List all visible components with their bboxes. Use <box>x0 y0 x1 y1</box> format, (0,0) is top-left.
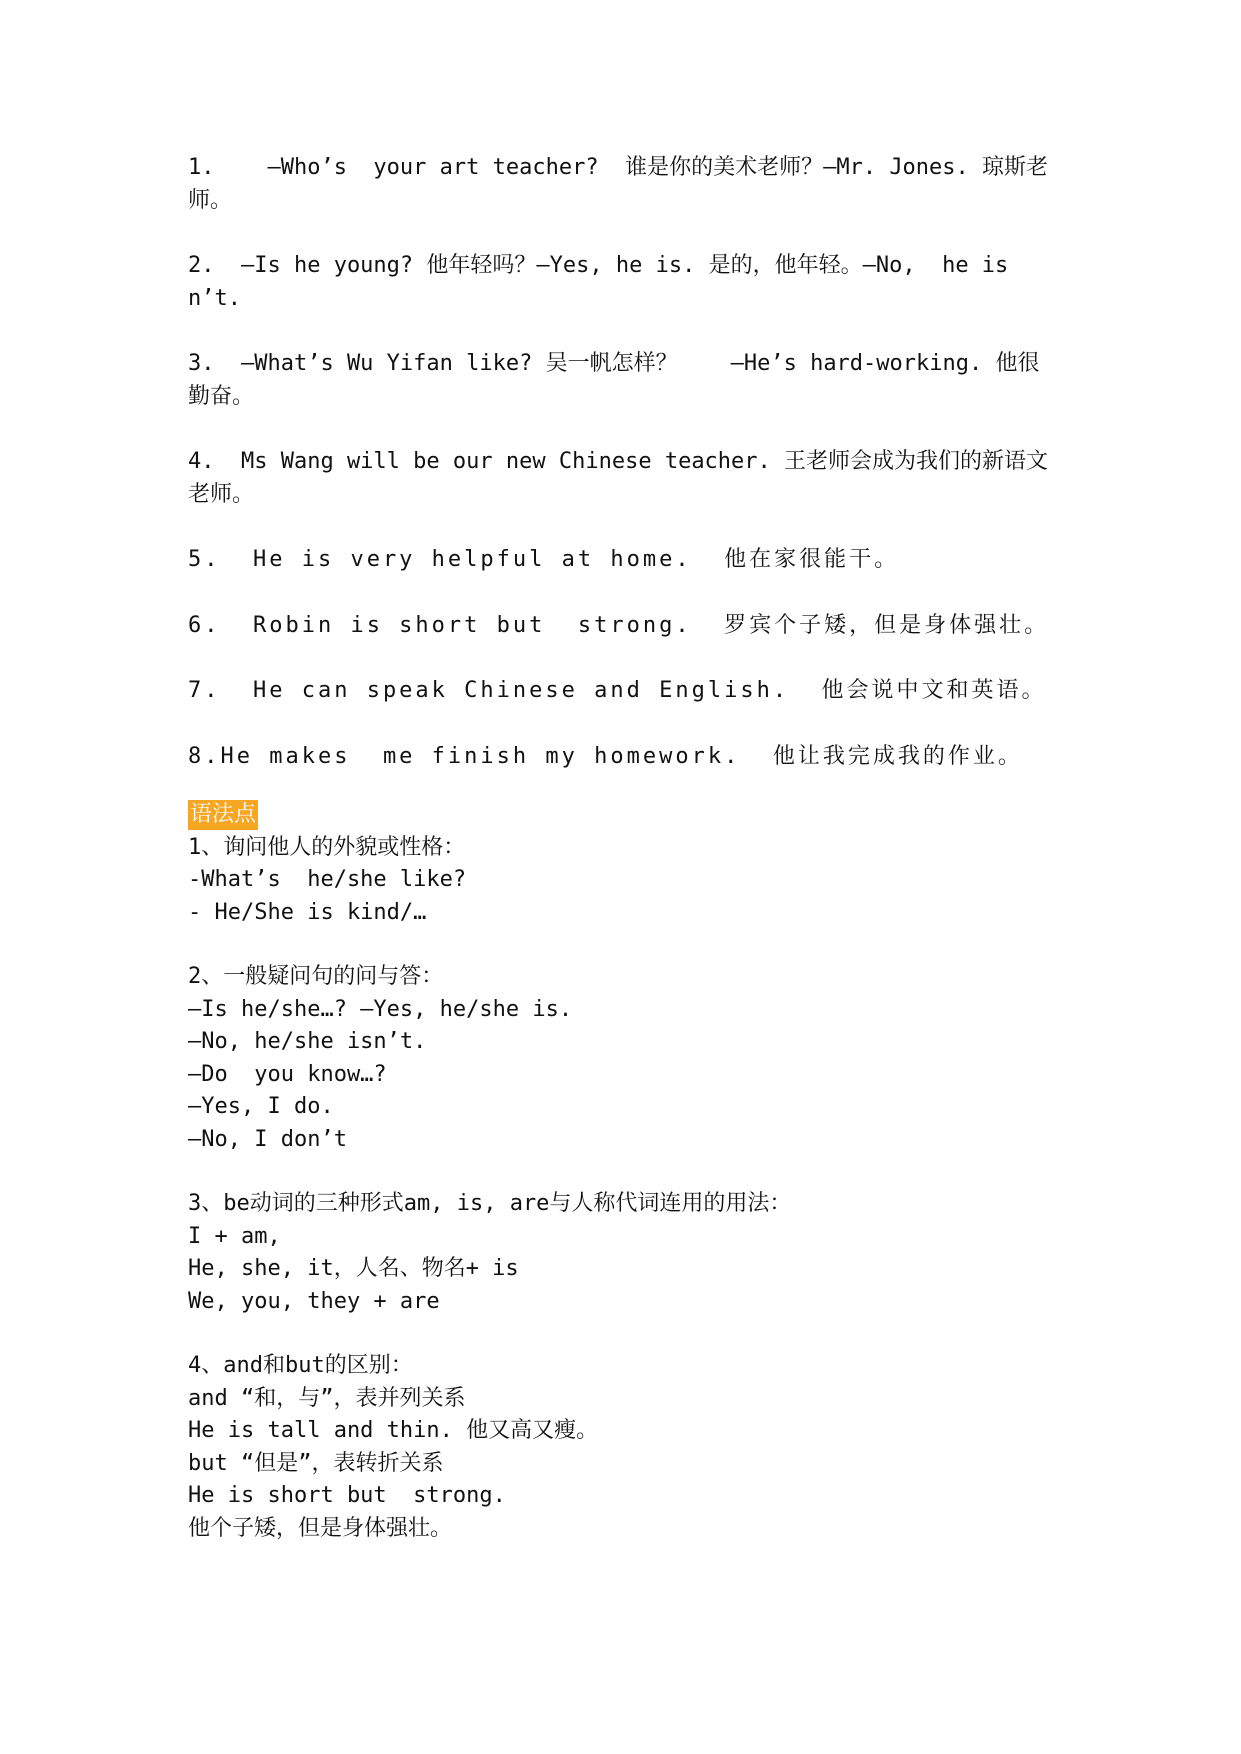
section-line: We, you, they + are <box>188 1288 440 1314</box>
section-title: 1、询问他人的外貌或性格： <box>188 834 466 860</box>
section-line: —No, I don’t <box>188 1126 347 1152</box>
grammar-section-1 <box>188 832 1058 930</box>
section-line: —Yes, I do. <box>188 1094 334 1119</box>
grammar-heading: 语法点 <box>188 800 258 830</box>
section-title: 2、一般疑问句的问与答： <box>188 964 444 989</box>
sentence-6: 6. Robin is short but strong. 罗宾个子矮，但是身体强壮。 <box>188 612 1050 638</box>
grammar-section-4 <box>188 1350 1058 1545</box>
section-line: -What’s he/she like? <box>188 867 467 892</box>
grammar-heading-row <box>188 799 1058 832</box>
section-line: He, she, it，人名、物名+ is <box>188 1256 519 1281</box>
sentence-3: 3. —What’s Wu Yifan like? 吴一帆怎样？ —He’s hard-working. 他很勤奋。 <box>188 351 1040 409</box>
section-line: —Is he/she…? —Yes, he/she is. <box>188 996 573 1022</box>
sentence-2: 2. —Is he young? 他年轻吗？—Yes, he is. 是的，他年轻。—No, he isn’t. <box>188 253 1009 311</box>
sentence-4: 4. Ms Wang will be our new Chinese teacher. 王老师会成为我们的新语文老师。 <box>188 449 1049 507</box>
document-content <box>188 152 1058 1545</box>
section-line: and “和，与”，表并列关系 <box>188 1385 466 1411</box>
section-line: He is tall and thin. 他又高又瘦。 <box>188 1418 599 1443</box>
sentence-1: 1. —Who’s your art teacher? 谁是你的美术老师？—Mr. Jones. 琼斯老师。 <box>188 155 1049 213</box>
section-title: 3、be动词的三种形式am, is, are与人称代词连用的用法： <box>188 1191 792 1216</box>
sentence-7: 7. He can speak Chinese and English. 他会说中文和英语。 <box>188 678 1047 703</box>
section-line: —No, he/she isn’t. <box>188 1029 427 1054</box>
section-line: He is short but strong. <box>188 1483 506 1508</box>
section-line: - He/She is kind/… <box>188 899 427 925</box>
section-line: 他个子矮，但是身体强壮。 <box>188 1515 453 1541</box>
section-line: but “但是”，表转折关系 <box>188 1450 444 1476</box>
section-line: —Do you know…? <box>188 1061 387 1087</box>
section-line: I + am, <box>188 1223 281 1249</box>
grammar-section-2 <box>188 961 1058 1156</box>
sentence-8: 8.He makes me finish my homework. 他让我完成我的作业。 <box>188 743 1023 769</box>
section-title: 4、and和but的区别： <box>188 1353 413 1378</box>
grammar-section-3 <box>188 1188 1058 1318</box>
sentence-5: 5. He is very helpful at home. 他在家很能干。 <box>188 547 900 572</box>
